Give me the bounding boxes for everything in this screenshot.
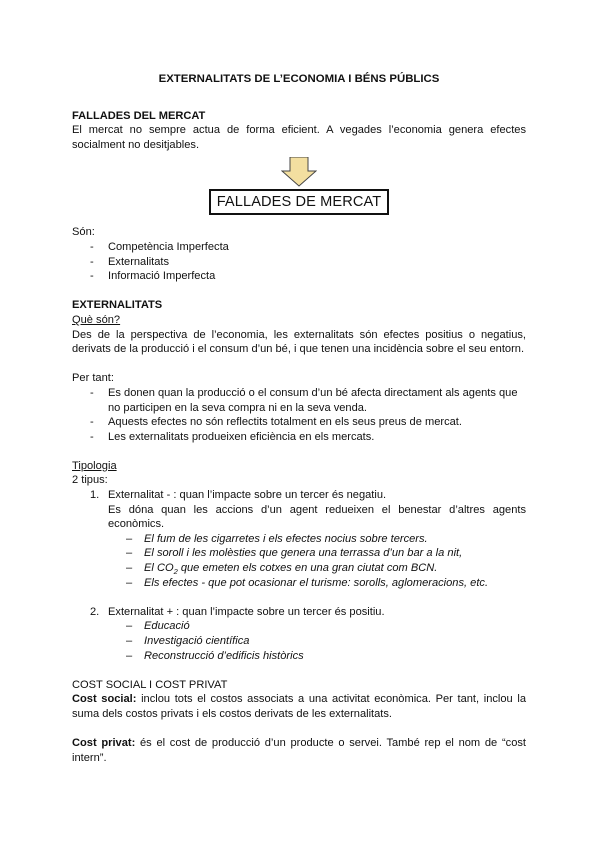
list-item: - Aquests efectes no són reflectits totalment en els seus preus de mercat. — [72, 415, 526, 430]
list-item: – Investigació científica — [108, 634, 526, 649]
list-item: – Els efectes - que pot ocasionar el turisme: sorolls, aglomeracions, etc. — [108, 576, 526, 591]
tipologia-list — [72, 488, 526, 663]
externalitats-definition: Des de la perspectiva de l’economia, les externalitats són efectes positius o negatius, derivats de la producció i el consum d’un bé, i que tenen una incidència sobre el seu entorn. — [72, 328, 526, 356]
down-arrow-icon — [72, 157, 526, 189]
per-tant-label: Per tant: — [72, 372, 114, 385]
cost-social-term: Cost social: — [72, 693, 137, 706]
document-page — [72, 72, 526, 765]
son-label: Són: — [72, 226, 95, 239]
list-item: – El soroll i les molèsties que genera una terrassa d’un bar a la nit, — [108, 546, 526, 561]
list-item: – El fum de les cigarretes i els efectes nocius sobre tercers. — [108, 532, 526, 547]
fallades-heading: FALLADES DEL MERCAT — [72, 109, 206, 122]
list-item: - Externalitats — [72, 255, 526, 270]
list-item: - Es donen quan la producció o el consum d’un bé afecta directament als agents que no participen en la seva compra ni en la seva venda. — [72, 386, 526, 415]
fallades-paragraph: El mercat no sempre actua de forma eficient. A vegades l’economia genera efectes socialment no desitjables. — [72, 124, 526, 151]
list-item: – El $CO_2$ que emeten els cotxes en una gran ciutat com BCN. — [108, 561, 526, 576]
que-son-subheading: Què són? — [72, 313, 121, 326]
cost-social-paragraph: Cost social: inclou tots el costos associats a una activitat econòmica. Per tant, inclou la suma dels costos privats i els costos derivats de les externalitats. — [72, 693, 526, 720]
list-item: – Reconstrucció d’edificis històrics — [108, 649, 526, 664]
cost-heading: COST SOCIAL I COST PRIVAT — [72, 678, 228, 691]
externalitats-heading: EXTERNALITATS — [72, 299, 163, 312]
externalitat-negativa: 1. Externalitat - : quan l’impacte sobre un tercer és negatiu. Es dóna quan les accions d’un agent redueixen el benestar d’altres agents econòmics. – El fum de les cigarretes i els efectes nocius sobre tercers. – El soroll i les molèsties que genera una terrassa d’un bar a la nit, – El $CO_2$ que emeten els cotxes en una gran ciutat com BCN. – Els efectes - que pot ocasionar el turisme: sorolls, aglomeracions, etc. — [72, 488, 526, 605]
cost-privat-term: Cost privat: — [72, 737, 136, 750]
fallades-list — [72, 240, 526, 284]
externalitat-positiva-label: Externalitat + : quan l’impacte sobre un tercer és positiu. — [108, 605, 385, 618]
cost-privat-paragraph: Cost privat: és el cost de producció d’un producte o servei. També rep el nom de “cost intern”. — [72, 737, 526, 764]
externalitat-negativa-desc: Es dóna quan les accions d’un agent redueixen el benestar d’altres agents econòmics. — [108, 503, 526, 531]
fallades-box: FALLADES DE MERCAT — [209, 189, 390, 215]
document-title: EXTERNALITATS DE L’ECONOMIA I BÉNS PÚBLICS — [158, 73, 440, 85]
list-item: - Informació Imperfecta — [72, 269, 526, 284]
list-item: – Educació — [108, 619, 526, 634]
externalitat-negativa-label: Externalitat - : quan l’impacte sobre un tercer és negatiu. — [108, 489, 387, 502]
list-item: - Les externalitats produeixen eficiència en els mercats. — [72, 430, 526, 445]
list-item: - Competència Imperfecta — [72, 240, 526, 255]
tipologia-count: 2 tipus: — [72, 474, 108, 487]
externalitat-positiva: 2. Externalitat + : quan l’impacte sobre un tercer és positiu. – Educació – Investigació científica – Reconstrucció d’edificis històrics — [72, 605, 526, 663]
negativa-examples — [108, 532, 526, 590]
externalitats-points — [72, 386, 526, 444]
positiva-examples — [108, 619, 526, 663]
tipologia-heading: Tipologia — [72, 459, 117, 472]
